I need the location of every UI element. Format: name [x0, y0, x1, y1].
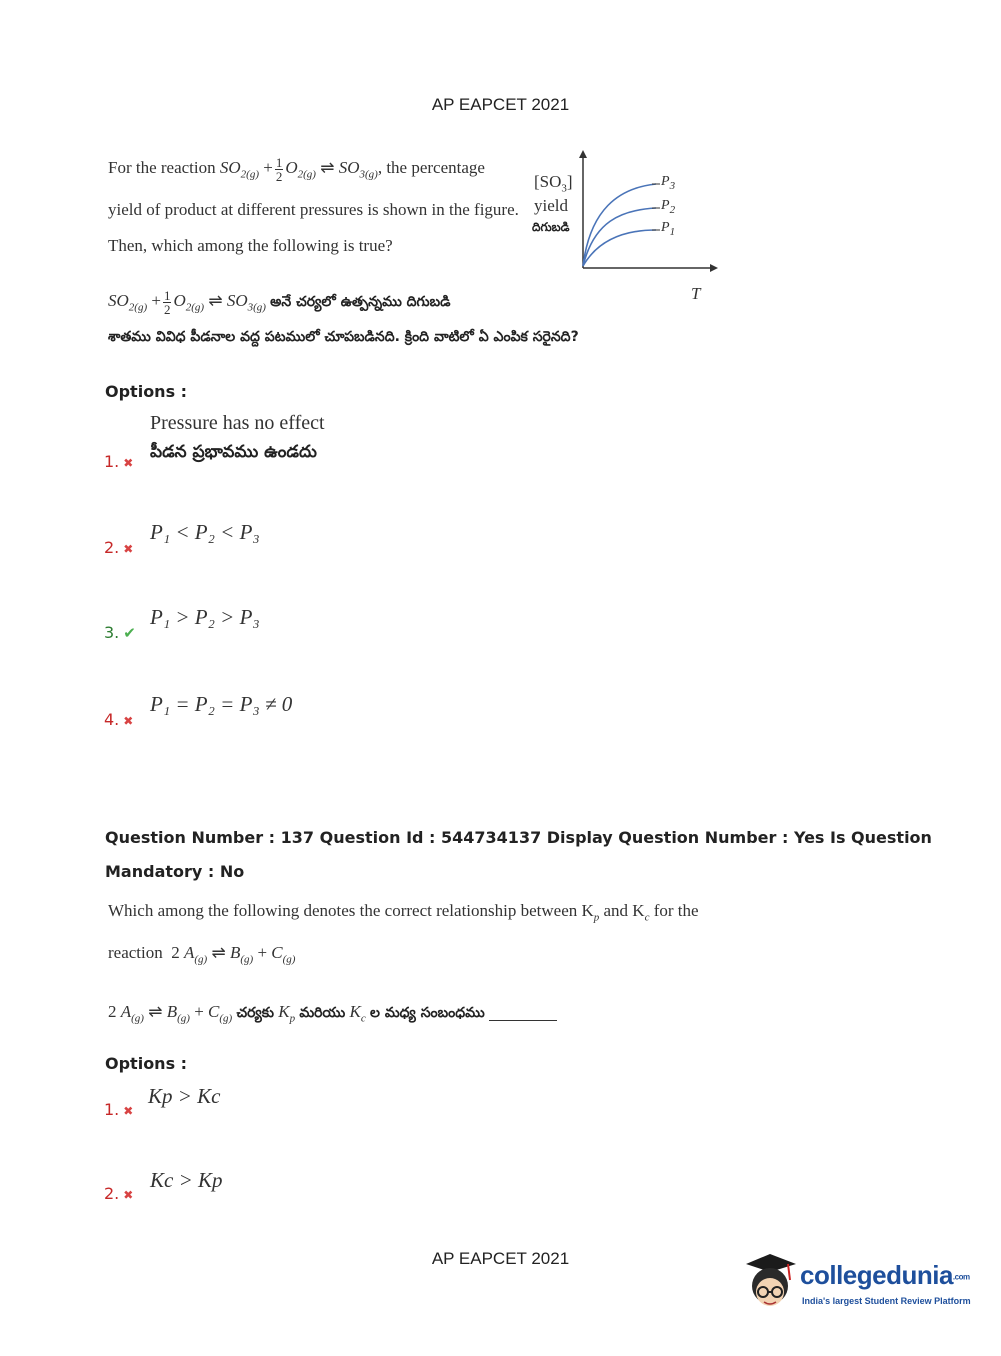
collegedunia-logo	[740, 1250, 980, 1320]
q1-telugu-line2: శాతము వివిధ పీడనాల వద్ద పటములో చూపబడినది. క్రింది వాటిలో ఏ ఎంపిక సరైనది?	[108, 329, 579, 346]
q1-telugu-line1: $SO_{2(g)}$ + $\frac{1}{2}$ $O_{2(g)}$ ⇌ $SO_{3(g)}$ అనే చర్యలో ఉత్పన్నము దిగుబడి	[108, 287, 451, 317]
curve-p3	[583, 184, 656, 266]
q1-english-text	[108, 150, 528, 264]
logo-suffix: .com	[952, 1272, 970, 1282]
q1-line1: For the reaction $SO_{2(g)}$ + $\frac{1}{2}$ $O_{2(g)}$ ⇌ $SO_{3(g)}$, the percentage	[108, 154, 485, 184]
q1-line3: Then, which among the following is true?	[108, 236, 393, 256]
q1-option-4[interactable]: 4. ✖ P₁ = P₂ = P₃ ≠ 0	[104, 692, 293, 729]
q2-english-text	[108, 893, 748, 978]
q1-options-label: Options :	[105, 382, 188, 401]
q2-meta-line2: Mandatory : No	[105, 862, 245, 881]
mascot-icon	[740, 1250, 800, 1316]
check-icon: ✔	[123, 624, 136, 642]
page-header: AP EAPCET 2021	[431, 95, 570, 114]
curve-p1	[583, 230, 656, 266]
q2-option-1[interactable]: 1. ✖ Kp > Kc	[104, 1084, 221, 1119]
graph-ylabel: $[SO_3]$	[534, 172, 573, 195]
y-axis-arrow	[579, 150, 587, 158]
q2-options-label: Options :	[105, 1054, 188, 1073]
q1-option-2-text: P₁ < P₂ < P₃	[150, 520, 260, 544]
q1-option-4-text: P₁ = P₂ = P₃ ≠ 0	[150, 692, 293, 716]
graph-label-p1: $P_1$	[661, 220, 676, 238]
wrong-icon: ✖	[123, 1104, 134, 1118]
logo-name: collegedunia	[800, 1260, 953, 1290]
graph-label-p2: $P_2$	[661, 198, 676, 216]
q1-option-3-text: P₁ > P₂ > P₃	[150, 605, 260, 629]
q1-option-2[interactable]: 2. ✖ P₁ < P₂ < P₃	[104, 520, 260, 557]
q2-option-1-text: Kp > Kc	[148, 1084, 221, 1108]
wrong-icon: ✖	[123, 714, 134, 728]
answer-blank	[489, 1006, 557, 1021]
q1-option-1-telugu: పీడన ప్రభావము ఉండదు	[150, 442, 317, 462]
logo-tagline: India's largest Student Review Platform	[802, 1296, 971, 1306]
q2-meta-line1: Question Number : 137 Question Id : 544734137 Display Question Number : Yes Is Question	[105, 828, 932, 847]
graph-xlabel: T	[691, 284, 701, 303]
wrong-icon: ✖	[123, 542, 134, 556]
q1-telugu-text	[108, 284, 668, 350]
wrong-icon: ✖	[123, 1188, 134, 1202]
q1-option-1-english: Pressure has no effect	[150, 412, 325, 434]
wrong-icon: ✖	[123, 456, 134, 470]
x-axis-arrow	[710, 264, 718, 272]
q1-option-1[interactable]: 1. ✖ Pressure has no effect పీడన ప్రభావము ఉండదు	[104, 412, 325, 471]
q1-line2: yield of product at different pressures is shown in the figure.	[108, 200, 519, 220]
curve-p2	[583, 208, 656, 266]
graph-ylabel-yield: yield	[534, 196, 568, 215]
graph-label-p3: $P_3$	[661, 174, 676, 192]
q2-line1: Which among the following denotes the correct relationship between $K_p$ and $K_c$ for the	[108, 901, 699, 924]
q1-option-3[interactable]: 3. ✔ P₁ > P₂ > P₃	[104, 605, 260, 642]
q2-line2: reaction 2 $A_{(g)}$ ⇌ $B_{(g)} + C_{(g)}$	[108, 943, 296, 966]
q2-option-2-text: Kc > Kp	[150, 1168, 223, 1192]
q2-option-2[interactable]: 2. ✖ Kc > Kp	[104, 1168, 223, 1203]
page-footer: AP EAPCET 2021	[431, 1249, 570, 1268]
graph-ylabel-telugu: దిగుబడి	[532, 220, 570, 234]
q2-telugu-text: 2 $A_{(g)}$ ⇌ $B_{(g)} + C_{(g)}$ చర్యకు $K_p$ మరియు $K_c$ ల మధ్య సంబంధము	[108, 994, 708, 1036]
